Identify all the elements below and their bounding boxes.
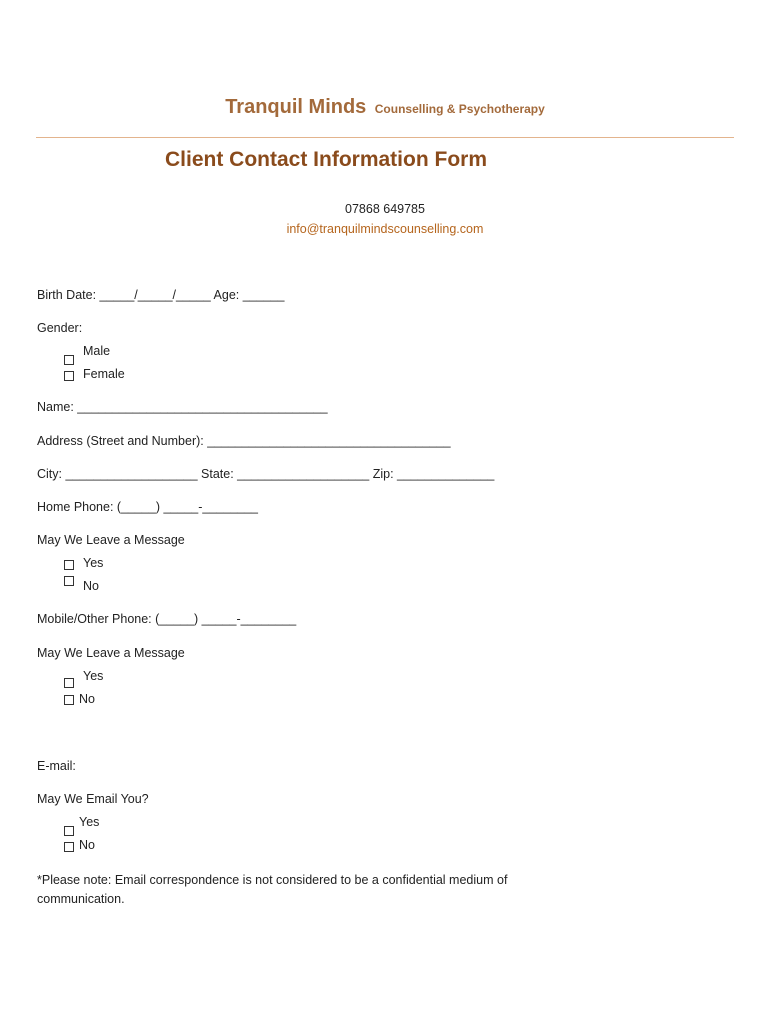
mobile-message-label: May We Leave a Message bbox=[37, 646, 185, 660]
email-yes-checkbox[interactable] bbox=[64, 826, 74, 836]
email-no-label: No bbox=[79, 838, 95, 852]
home-message-no-checkbox[interactable] bbox=[64, 576, 74, 586]
mobile-message-yes-checkbox[interactable] bbox=[64, 678, 74, 688]
contact-phone: 07868 649785 bbox=[345, 202, 425, 216]
mobile-message-no-label: No bbox=[79, 692, 95, 706]
home-message-no-label: No bbox=[83, 579, 99, 593]
home-message-yes-label: Yes bbox=[83, 556, 104, 570]
gender-male-label: Male bbox=[83, 344, 111, 358]
home-phone-field[interactable]: Home Phone: (_____) _____-________ bbox=[37, 500, 259, 514]
mobile-message-no-checkbox[interactable] bbox=[64, 695, 74, 705]
address-field[interactable]: Address (Street and Number): ___________________________________ bbox=[37, 434, 451, 448]
gender-female-label: Female bbox=[83, 367, 125, 381]
brand-subtitle: Counselling & Psychotherapy bbox=[374, 102, 545, 116]
brand-header bbox=[0, 96, 770, 119]
gender-male-checkbox[interactable] bbox=[64, 355, 74, 365]
header-divider bbox=[36, 137, 734, 138]
form-title: Client Contact Information Form bbox=[165, 148, 487, 171]
gender-female-checkbox[interactable] bbox=[64, 371, 74, 381]
city-state-zip-field[interactable]: City: ___________________ State: ___________________ Zip: ______________ bbox=[37, 467, 495, 481]
email-field[interactable]: E-mail: bbox=[37, 759, 76, 773]
contact-email-link[interactable]: info@tranquilmindscounselling.com bbox=[286, 222, 484, 236]
mobile-message-yes-label: Yes bbox=[83, 669, 104, 683]
home-message-label: May We Leave a Message bbox=[37, 533, 185, 547]
brand-name: Tranquil Minds bbox=[225, 96, 367, 118]
home-message-yes-checkbox[interactable] bbox=[64, 560, 74, 570]
name-field[interactable]: Name: ____________________________________ bbox=[37, 400, 328, 414]
email-no-checkbox[interactable] bbox=[64, 842, 74, 852]
email-yes-label: Yes bbox=[79, 815, 100, 829]
gender-label: Gender: bbox=[37, 321, 83, 335]
email-confidentiality-note: *Please note: Email correspondence is not considered to be a confidential medium of communication. bbox=[37, 873, 508, 906]
mobile-phone-field[interactable]: Mobile/Other Phone: (_____) _____-________ bbox=[37, 612, 297, 626]
birth-date-field[interactable]: Birth Date: _____/_____/_____ Age: ______ bbox=[37, 288, 285, 302]
email-question-label: May We Email You? bbox=[37, 792, 149, 806]
